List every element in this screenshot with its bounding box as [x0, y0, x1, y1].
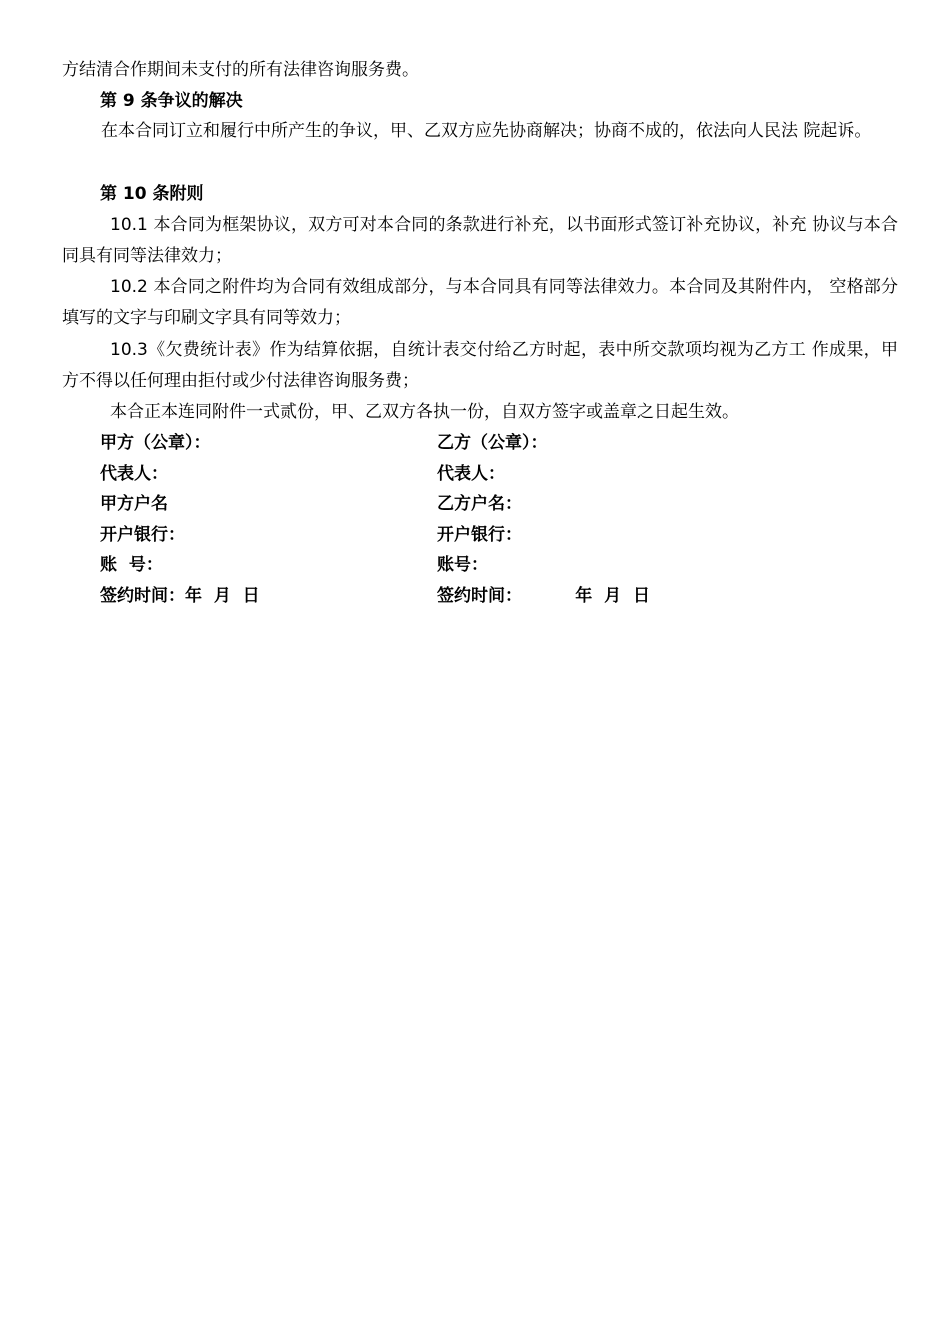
party-b-date-label: 签约时间： 年 月 日 — [437, 586, 650, 606]
party-b-account-name-label: 乙方户名： — [437, 494, 522, 514]
paragraph-10-2: 10.2 本合同之附件均为合同有效组成部分，与本合同具有同等法律效力。本合同及其附件内， 空格部分填写的文字与印刷文字具有同等效力； — [62, 277, 898, 328]
party-b-representative-label: 代表人： — [437, 464, 505, 484]
heading-article-10: 第 10 条附则 — [100, 184, 204, 204]
party-a-representative-label: 代表人： — [100, 464, 168, 484]
party-b-account-number-label: 账号： — [437, 555, 488, 575]
party-a-seal-label: 甲方（公章）： — [100, 433, 211, 453]
paragraph-10-1: 10.1 本合同为框架协议，双方可对本合同的条款进行补充，以书面形式签订补充协议，补充 协议与本合同具有同等法律效力； — [62, 215, 898, 266]
party-b-bank-label: 开户银行： — [437, 525, 522, 545]
party-a-account-number-label: 账 号： — [100, 555, 163, 575]
party-b-seal-label: 乙方（公章）： — [437, 433, 548, 453]
paragraph-article-9: 在本合同订立和履行中所产生的争议，甲、乙双方应先协商解决；协商不成的，依法向人民法 院起诉。 — [101, 121, 872, 141]
party-a-date-label: 签约时间：年 月 日 — [100, 586, 260, 606]
heading-article-9: 第 9 条争议的解决 — [100, 91, 243, 111]
paragraph-settlement: 方结清合作期间未支付的所有法律咨询服务费。 — [62, 60, 419, 80]
paragraph-10-3: 10.3《欠费统计表》作为结算依据，自统计表交付给乙方时起，表中所交款项均视为乙方工 作成果，甲方不得以任何理由拒付或少付法律咨询服务费； — [62, 340, 898, 391]
party-a-account-name-label: 甲方户名 — [100, 494, 168, 514]
party-a-bank-label: 开户银行： — [100, 525, 185, 545]
paragraph-copies: 本合正本连同附件一式贰份，甲、乙双方各执一份，自双方签字或盖章之日起生效。 — [110, 402, 739, 422]
